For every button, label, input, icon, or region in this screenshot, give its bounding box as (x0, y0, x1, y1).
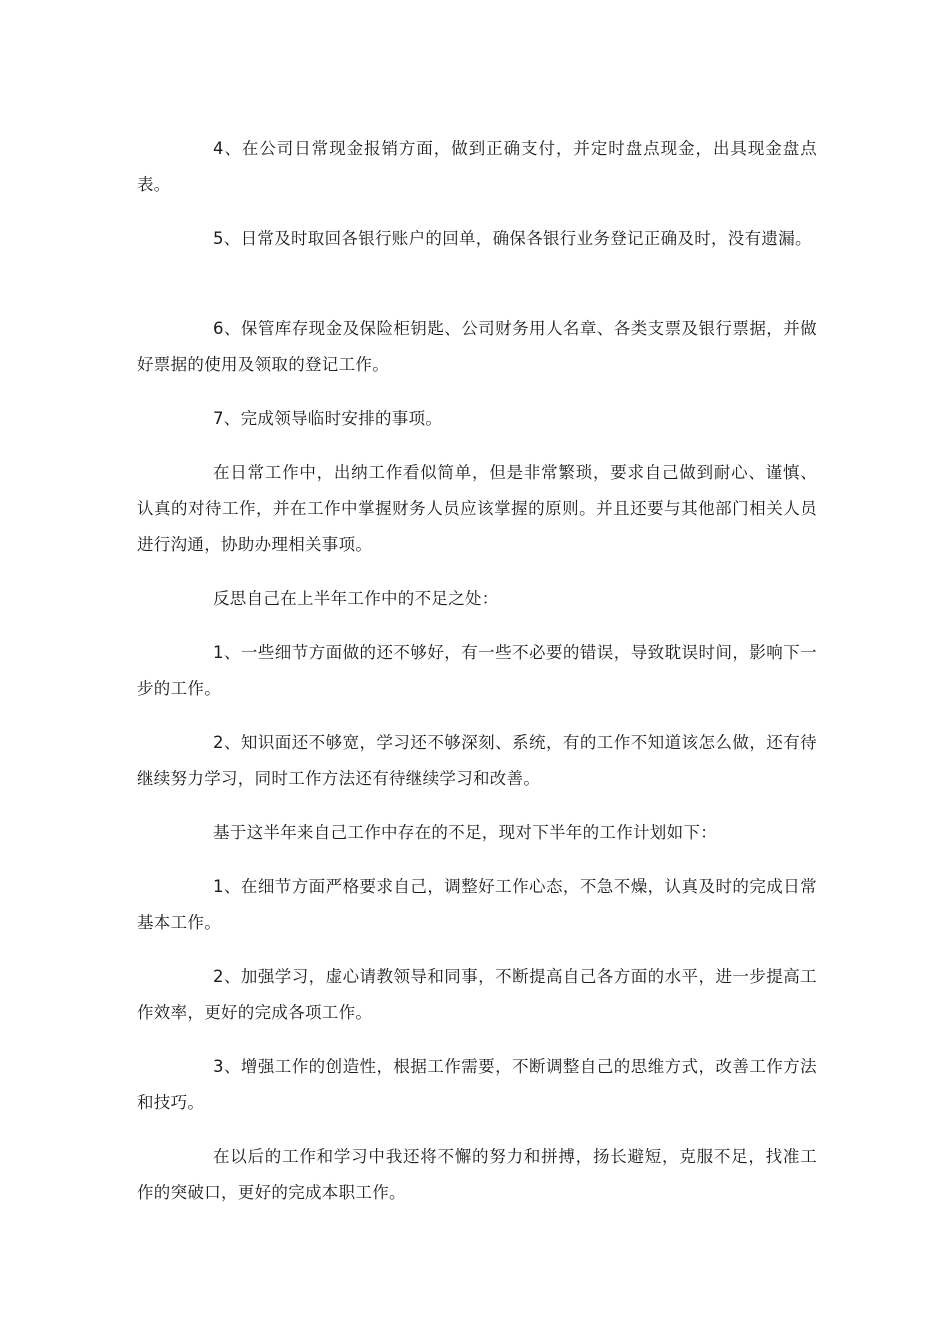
paragraph-cash-reimbursement: 4、在公司日常现金报销方面，做到正确支付，并定时盘点现金，出具现金盘点表。 (137, 139, 817, 194)
paragraph-bank-receipts: 5、日常及时取回各银行账户的回单，确保各银行业务登记正确及时，没有遗漏。 (213, 229, 812, 248)
paragraph-safekeeping: 6、保管库存现金及保险柜钥匙、公司财务用人名章、各类支票及银行票据，并做好票据的使用及领取的登记工作。 (137, 319, 817, 374)
paragraph-daily-work: 在日常工作中，出纳工作看似简单，但是非常繁琐，要求自己做到耐心、谨慎、认真的对待工作，并在工作中掌握财务人员应该掌握的原则。并且还要与其他部门相关人员进行沟通，协助办理相关事项。 (137, 463, 817, 554)
paragraph-temporary-tasks: 7、完成领导临时安排的事项。 (213, 409, 443, 428)
paragraph-plan-3: 3、增强工作的创造性，根据工作需要，不断调整自己的思维方式，改善工作方法和技巧。 (137, 1057, 817, 1112)
paragraph-shortcoming-1: 1、一些细节方面做的还不够好，有一些不必要的错误，导致耽误时间，影响下一步的工作。 (137, 643, 817, 698)
paragraph-shortcoming-2: 2、知识面还不够宽，学习还不够深刻、系统，有的工作不知道该怎么做，还有待继续努力学习，同时工作方法还有待继续学习和改善。 (137, 733, 817, 788)
paragraph-plan-2: 2、加强学习，虚心请教领导和同事，不断提高自己各方面的水平，进一步提高工作效率，更好的完成各项工作。 (137, 967, 817, 1022)
paragraph-conclusion: 在以后的工作和学习中我还将不懈的努力和拼搏，扬长避短，克服不足，找准工作的突破口，更好的完成本职工作。 (137, 1147, 817, 1202)
paragraph-reflection-heading: 反思自己在上半年工作中的不足之处： (213, 589, 499, 608)
paragraph-plan-1: 1、在细节方面严格要求自己，调整好工作心态，不急不燥，认真及时的完成日常基本工作。 (137, 877, 817, 932)
paragraph-plan-heading: 基于这半年来自己工作中存在的不足，现对下半年的工作计划如下： (213, 823, 717, 842)
